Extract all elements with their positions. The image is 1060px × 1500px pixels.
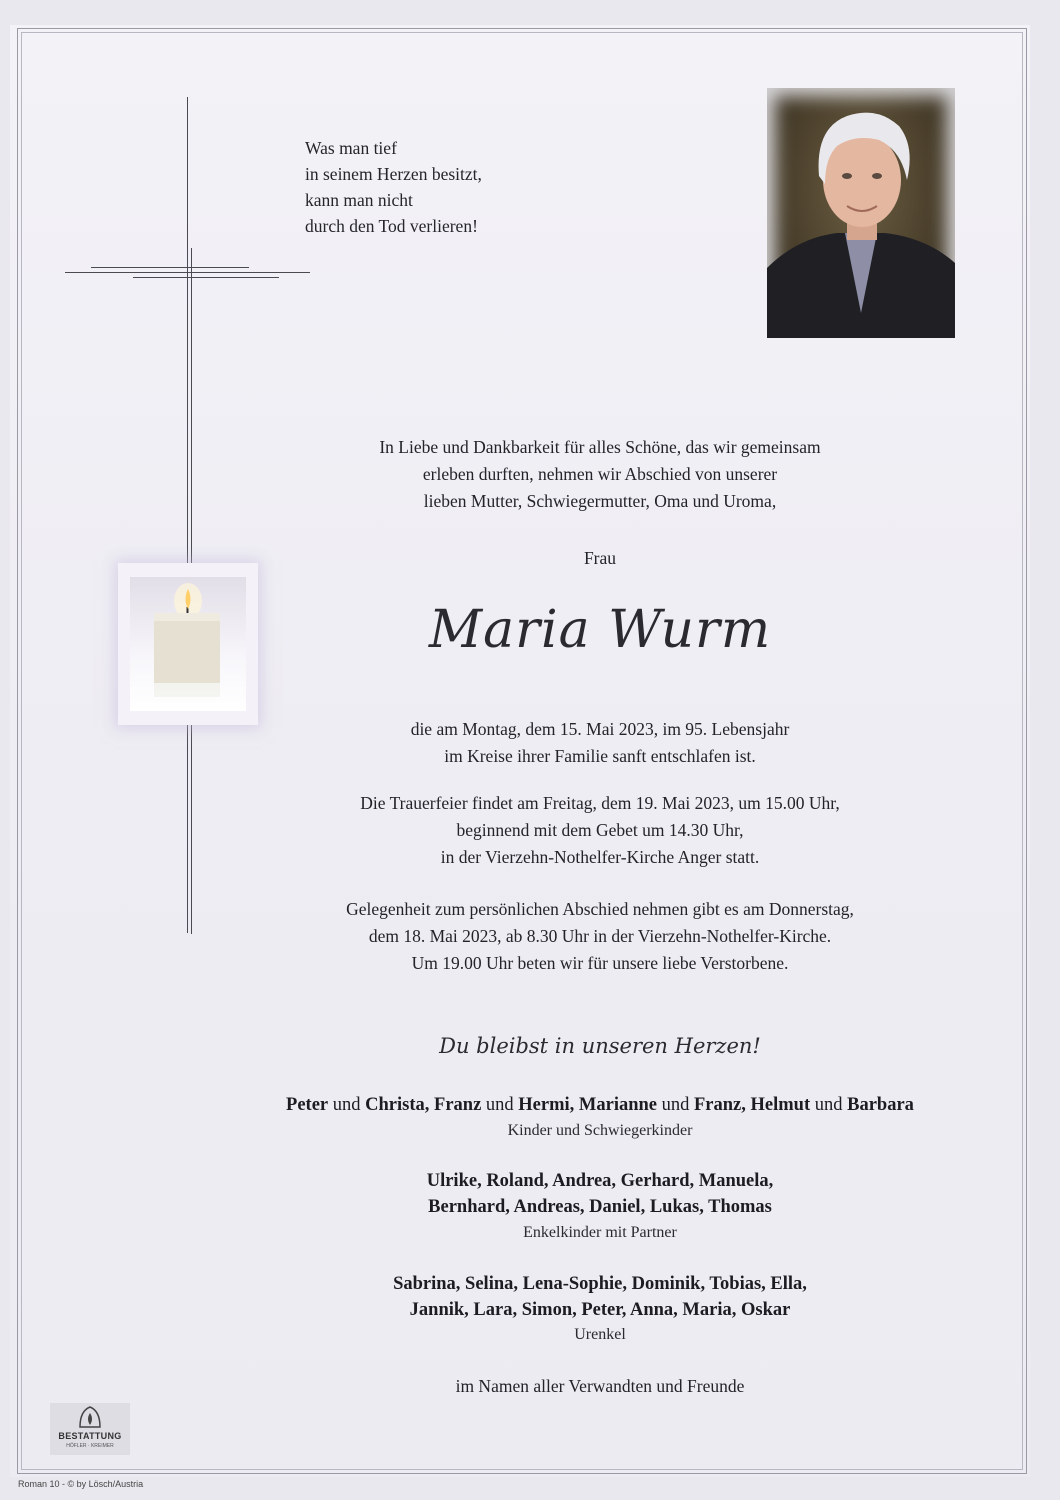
conjunction: und <box>657 1095 694 1115</box>
deceased-name: Maria Wurm <box>428 600 772 660</box>
farewell-line: dem 18. Mai 2023, ab 8.30 Uhr in der Vierzehn-Nothelfer-Kirche. <box>368 926 832 946</box>
motto-line: Was man tief <box>305 138 397 158</box>
funeral-info <box>220 790 980 871</box>
children-role: Kinder und Schwiegerkinder <box>507 1122 693 1139</box>
child-name: Christa, Franz <box>365 1095 482 1115</box>
death-notice-line: im Kreise ihrer Familie sanft entschlafen ist. <box>444 746 756 766</box>
death-notice-line: die am Montag, dem 15. Mai 2023, im 95. Lebensjahr <box>410 719 790 739</box>
relatives-line: im Namen aller Verwandten und Freunde <box>455 1376 745 1396</box>
grandchildren-names <box>200 1168 1000 1220</box>
funeral-line: Die Trauerfeier findet am Freitag, dem 19. Mai 2023, um 15.00 Uhr, <box>360 793 840 813</box>
portrait-photo <box>767 88 955 338</box>
great-grandchildren-line: Jannik, Lara, Simon, Peter, Anna, Maria, Oskar <box>409 1300 791 1320</box>
conjunction: und <box>810 1095 848 1115</box>
conjunction: und <box>328 1095 366 1115</box>
grandchildren-line: Bernhard, Andreas, Daniel, Lukas, Thomas <box>428 1197 772 1217</box>
flame-icon <box>50 1403 130 1433</box>
undertaker-logo <box>50 1403 130 1455</box>
motto-line: durch den Tod verlieren! <box>305 216 478 236</box>
grandchildren-line: Ulrike, Roland, Andrea, Gerhard, Manuela, <box>426 1171 774 1191</box>
funeral-line: in der Vierzehn-Nothelfer-Kirche Anger statt. <box>440 847 760 867</box>
child-name: Hermi, Marianne <box>518 1095 657 1115</box>
intro-text <box>220 434 980 515</box>
child-name: Barbara <box>847 1095 914 1115</box>
intro-line: lieben Mutter, Schwiegermutter, Oma und Uroma, <box>423 491 777 511</box>
motto-quote <box>305 135 565 239</box>
great-grandchildren-names <box>200 1271 1000 1323</box>
children-names <box>200 1092 1000 1118</box>
conjunction: und <box>481 1095 519 1115</box>
great-grandchildren-line: Sabrina, Selina, Lena-Sophie, Dominik, Tobias, Ella, <box>393 1274 807 1294</box>
funeral-line: beginnend mit dem Gebet um 14.30 Uhr, <box>456 820 744 840</box>
intro-line: erleben durften, nehmen wir Abschied von unserer <box>422 464 778 484</box>
death-notice <box>220 716 980 770</box>
footer-credit: Roman 10 - © by Lösch/Austria <box>18 1479 144 1489</box>
child-name: Franz, Helmut <box>694 1095 811 1115</box>
child-name: Peter <box>286 1095 329 1115</box>
farewell-line: Gelegenheit zum persönlichen Abschied nehmen gibt es am Donnerstag, <box>346 899 854 919</box>
great-grandchildren-role: Urenkel <box>574 1326 626 1343</box>
closing-line: Du bleibst in unseren Herzen! <box>439 1034 761 1058</box>
salutation: Frau <box>583 548 617 568</box>
farewell-info <box>220 896 980 977</box>
motto-line: in seinem Herzen besitzt, <box>305 164 482 184</box>
logo-subtitle: HÖFLER · KREIMER <box>66 1443 114 1449</box>
grandchildren-role: Enkelkinder mit Partner <box>523 1224 677 1241</box>
motto-line: kann man nicht <box>305 190 413 210</box>
logo-title: BESTATTUNG <box>58 1431 122 1441</box>
farewell-line: Um 19.00 Uhr beten wir für unsere liebe Verstorbene. <box>411 953 789 973</box>
intro-line: In Liebe und Dankbarkeit für alles Schöne, das wir gemeinsam <box>379 437 821 457</box>
candle-image <box>118 563 258 725</box>
